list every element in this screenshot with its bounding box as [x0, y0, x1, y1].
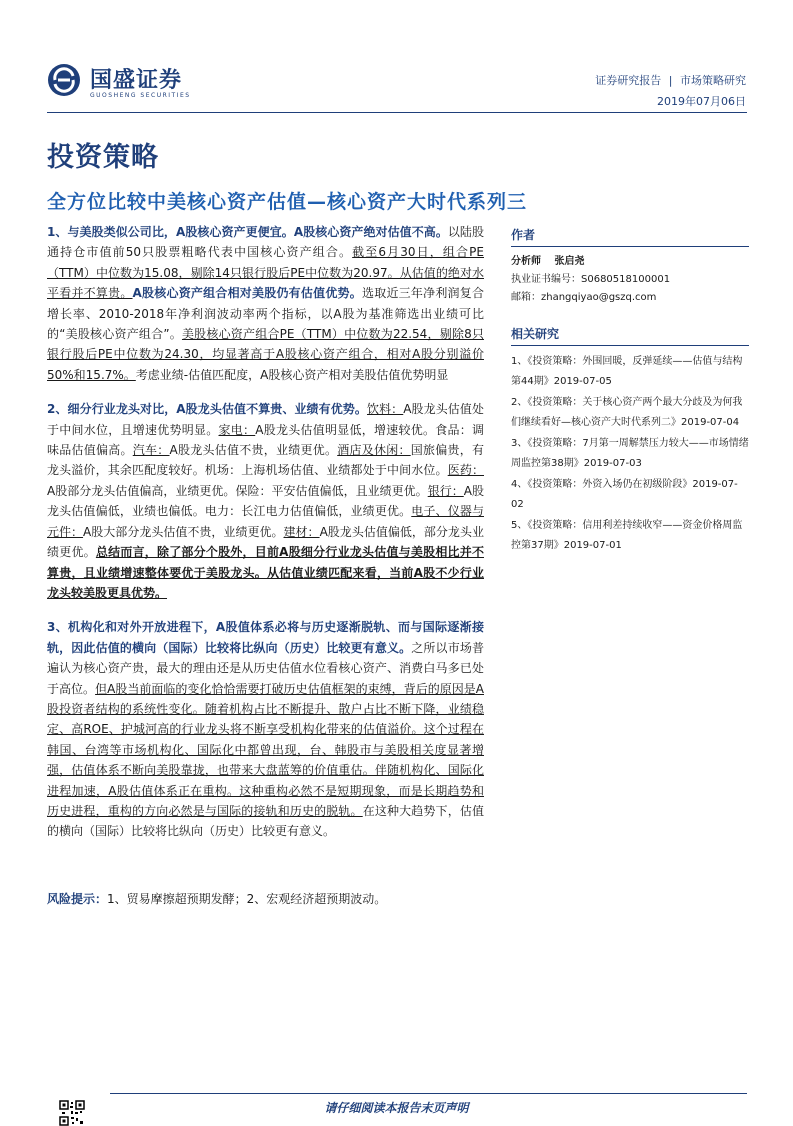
email-label: 邮箱：: [511, 292, 541, 303]
section-1: [47, 222, 484, 385]
research-item[interactable]: 4、《投资策略：外资入场仍在初级阶段》2019-07-02: [511, 479, 738, 510]
section-2-text-s: 建材：: [283, 524, 320, 539]
section-2-text-e: 食品：调味品估值偏高。: [47, 422, 484, 458]
report-date: 2019年07月06日: [657, 95, 746, 108]
company-name: 国盛证券: [90, 68, 183, 93]
risk-warning: [47, 890, 386, 907]
research-item[interactable]: 2、《投资策略：关于核心资产两个最大分歧及为何我们继续看好—核心资产大时代系列二》2019-07-04: [511, 397, 743, 428]
section-2-heading: 2、细分行业龙头对比，A股龙头估值不算贵、业绩有优势。: [47, 402, 367, 417]
company-name-en: GUOSHENG SECURITIES: [90, 92, 191, 99]
section-2-text-l: A股部分龙头估值偏高，业绩更优。: [47, 483, 236, 498]
email-line: [511, 289, 749, 307]
section-2-text-a: 饮料：: [366, 402, 404, 417]
header-separator: |: [668, 74, 673, 87]
section-2-text-r: A股大部分龙头估值不贵，业绩更优。: [83, 524, 284, 539]
related-research: [511, 325, 749, 555]
section-1-lead: A股核心资产绝对估值不高。: [293, 225, 448, 239]
section-2-text-c: 家电：: [218, 422, 256, 437]
section-3-text-b: 但A股当前面临的变化恰恰需要打破历史估值框架的束缚，背后的原因是A股投资者结构的系统性变化。随着机构占比不断提升、散户占比不断下降，业绩稳定、高ROE、护城河高的行业龙头将不断享受机构化带来的估值溢价。: [47, 681, 484, 737]
header-divider: [47, 112, 747, 113]
section-2-text-g: A股龙头估值不贵，业绩更优。: [169, 443, 338, 458]
section-2-text-t: A股龙头估值偏低，部分龙头业绩更优。: [47, 524, 484, 560]
section-2-text-f: 汽车：: [132, 443, 170, 458]
section-2-text-p: 电力：长江电力估值偏低，业绩更优。: [204, 504, 412, 519]
section-2-text-h: 酒店及休闲：: [337, 443, 411, 458]
section-2-text-k: 医药：: [447, 463, 484, 478]
research-item[interactable]: 5、《投资策略：信用利差持续收窄——资金价格周监控第37期》2019-07-01: [511, 520, 743, 551]
research-item[interactable]: 3、《投资策略：7月第一周解禁压力较大——市场情绪周监控第38期》2019-07-03: [511, 438, 749, 469]
report-category: [595, 72, 746, 88]
research-heading: 相关研究: [511, 325, 749, 346]
email-address[interactable]: zhangqiyao@gszq.com: [541, 292, 657, 303]
section-3-text-d: 在这种大趋势下，估值的横向（国际）比较将比纵向（历史）比较更有意义。: [47, 803, 484, 839]
report-category-label: 市场策略研究: [680, 74, 746, 87]
analyst-line: [511, 253, 749, 271]
section-2-text-d: A股龙头估值明显低，增速较优。: [255, 422, 436, 437]
section-2-text-q: 电子、仪器与元件：: [47, 504, 484, 539]
section-3-text-a: 之所以市场普遍认为核心资产贵，最大的理由还是从历史估值水位看核心资产、消费白马多已处于高位。: [47, 640, 484, 696]
section-1-mid: A股核心资产组合相对美股仍有估值优势。: [132, 286, 363, 301]
doc-type-heading: 投资策略: [47, 142, 159, 173]
section-2-text-o: A股龙头估值偏低，业绩也偏低。: [47, 483, 484, 519]
cert-label: 执业证书编号：: [511, 274, 581, 285]
author-heading: 作者: [511, 226, 749, 247]
section-3-heading: 3、机构化和对外开放进程下，A股值体系必将与历史逐渐脱轨、而与国际逐渐接轨，因此估值的横向（国际）比较将比纵向（历史）比较更有意义。: [47, 620, 484, 655]
risk-text: 1、贸易摩擦超预期发酵；2、宏观经济超预期波动。: [107, 892, 387, 906]
analyst-name: 张启尧: [554, 256, 585, 267]
risk-label: 风险提示：: [47, 892, 108, 906]
section-2-text-b: A股龙头估值处于中间水位，且增速优势明显。: [47, 402, 484, 437]
analyst-label: 分析师: [511, 256, 541, 267]
sidebar: [511, 226, 749, 557]
section-1-text-b: 截至6月30日，组合PE（TTM）中位数为15.08，剔除14只银行股后PE中位数为20.97。从估值的绝对水平看并不算贵。: [47, 245, 484, 301]
section-3: [47, 617, 484, 841]
company-logo-icon: [47, 63, 81, 97]
section-2-text-i: 国旅偏贵，有龙头溢价，其余匹配度较好。: [47, 443, 484, 478]
section-3-text-c: 这个过程在韩国、台湾等市场机构化、国际化中都曾出现，台、韩股市与美股相关度显著增强，估值体系不断向美股靠拢，也带来大盘蓝筹的价值重估。伴随机构化、国际化进程加速，A股估值体系正在重构。这种重构必然不是短期现象，而是长期趋势和历史进程，重构的方向必然是与国际的接轨和历史的脱轨。: [47, 722, 484, 818]
section-2-conclusion: 总结而言，除了部分个股外，目前A股细分行业龙头估值与美股相比并不算贵，且业绩增速整体要优于美股龙头。从估值业绩匹配来看，当前A股不少行业龙头较美股更具优势。: [47, 545, 484, 600]
report-kind: 证券研究报告: [595, 74, 662, 87]
section-2-text-m: 保险：平安估值偏低，且业绩更优。: [235, 483, 428, 498]
cert-line: [511, 271, 749, 289]
section-1-text-a: 以陆股通持仓市值前50只股票粗略代表中国核心资产组合。: [47, 225, 484, 260]
report-title: 全方位比较中美核心资产估值—核心资产大时代系列三: [47, 191, 528, 213]
section-1-text-c: 选取近三年净利润复合增长率、2010-2018年净利润波动率两个指标，以A股为基准筛选出业绩可比的“美股核心资产组合”。: [47, 286, 484, 342]
footer-disclaimer: 请仔细阅读本报告末页声明: [324, 1101, 469, 1115]
section-1-heading: 1、与美股类似公司比，A股核心资产更便宜。: [47, 225, 294, 239]
section-2-text-n: 银行：: [427, 483, 464, 498]
footer-divider: [110, 1093, 747, 1094]
section-1-text-d: 美股核心资产组合PE（TTM）中位数为22.54，剔除8只银行股后PE中位数为24.30，均显著高于A股核心资产组合，相对A股分别溢价50%和15.7%。: [47, 327, 484, 382]
cert-number: S0680518100001: [581, 274, 671, 285]
research-item[interactable]: 1、《投资策略：外围回暖，反弹延续——估值与结构第44期》2019-07-05: [511, 356, 743, 387]
section-1-text-e: 考虑业绩-估值匹配度，A股核心资产相对美股估值优势明显: [135, 367, 449, 382]
section-2-text-j: 机场：上海机场估值、业绩都处于中间水位。: [204, 463, 448, 478]
main-content: [47, 222, 484, 856]
section-2: [47, 399, 484, 603]
